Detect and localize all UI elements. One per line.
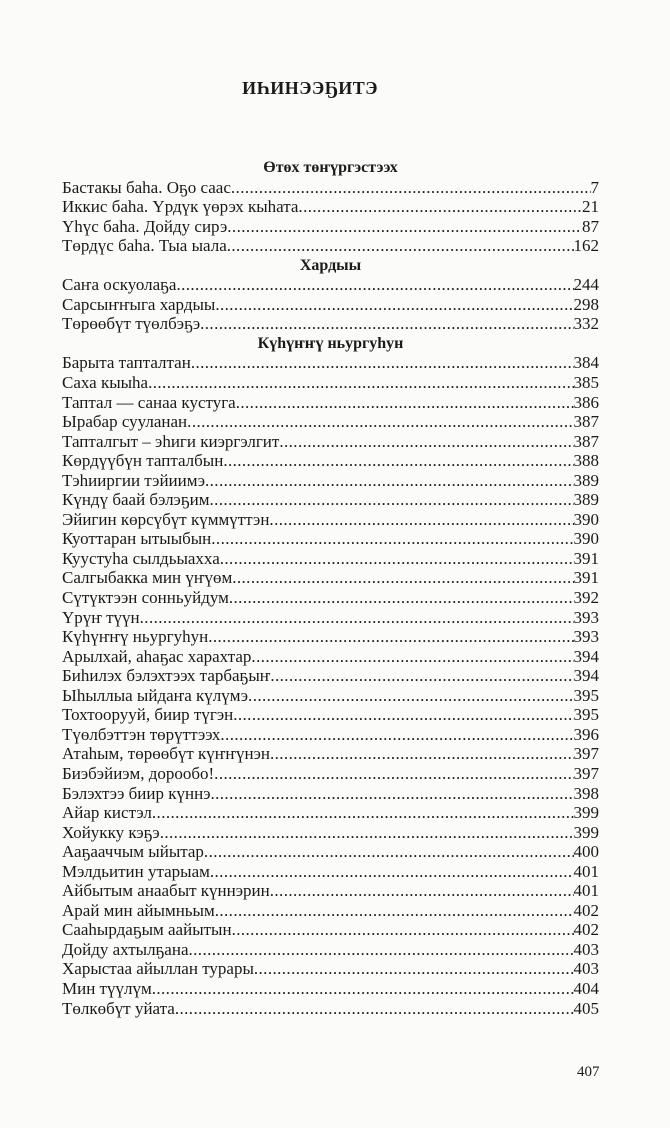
- entry-title: Саҥа оскуолаҕа: [62, 275, 177, 295]
- entry-title: Тэһииргии тэйиимэ: [62, 470, 205, 490]
- entry-title: Төрөөбүт түөлбэҕэ: [62, 314, 201, 334]
- entry-page: 402: [573, 900, 599, 920]
- entry-page: 389: [573, 490, 599, 510]
- entry-page: 395: [573, 705, 599, 725]
- toc-entry: [62, 784, 599, 804]
- dot-leader: [215, 901, 574, 921]
- toc-entry: [62, 705, 599, 725]
- entry-page: 388: [573, 451, 599, 471]
- toc-entry: [62, 901, 599, 921]
- dot-leader: [220, 725, 573, 745]
- table-of-contents: [62, 158, 599, 1018]
- entry-page: 390: [573, 509, 599, 529]
- toc-entry: [62, 940, 599, 960]
- toc-entry: [62, 823, 599, 843]
- entry-title: Куоттаран ытыыбын: [62, 529, 212, 549]
- toc-entry: [62, 217, 599, 237]
- toc-entry: [62, 686, 599, 706]
- section-heading: Өтөх төҥүргэстээх: [263, 159, 398, 176]
- entry-title: Тохтоорууй, биир түгэн: [62, 705, 234, 725]
- dot-leader: [191, 353, 574, 373]
- toc-entry: [62, 412, 599, 432]
- entry-title: Куустуһа сылдьыахха: [62, 548, 220, 568]
- dot-leader: [210, 862, 574, 882]
- entry-title: Сарсыҥҥыга хардыы: [62, 294, 216, 314]
- entry-title: Барыта тапталтан: [62, 353, 191, 373]
- entry-page: 385: [573, 373, 599, 393]
- dot-leader: [227, 236, 574, 256]
- entry-page: 399: [573, 803, 599, 823]
- entry-page: 401: [573, 861, 599, 881]
- toc-entry: [62, 295, 599, 315]
- dot-leader: [209, 490, 573, 510]
- dot-leader: [298, 197, 582, 217]
- entry-title: Сүтүктээн сонньуйдум: [62, 588, 229, 608]
- entry-title: Арылхай, аһаҕас харахтар: [62, 646, 252, 666]
- toc-entry: [62, 627, 599, 647]
- toc-entry: [62, 432, 599, 452]
- entry-title: Биэбэйиэм, дорообо!: [62, 763, 215, 783]
- toc-entry: [62, 471, 599, 491]
- entry-title: Ырабар сууланан: [62, 412, 188, 432]
- section-heading: Күһүҥҥү ньургуһун: [257, 334, 404, 352]
- entry-page: 387: [573, 412, 599, 432]
- entry-page: 395: [573, 685, 599, 705]
- entry-title: Таптал — санаа кустуга: [62, 392, 236, 412]
- entry-page: 402: [573, 920, 599, 940]
- toc-entry: [62, 451, 599, 471]
- entry-page: 397: [573, 744, 599, 764]
- entry-page: 394: [573, 646, 599, 666]
- toc-entry: [62, 999, 599, 1019]
- dot-leader: [270, 666, 573, 686]
- entry-title: Айбытым анаабыт күннэрин: [62, 881, 270, 901]
- dot-leader: [233, 705, 573, 725]
- dot-leader: [270, 744, 574, 764]
- page-number: 407: [577, 1064, 600, 1080]
- entry-page: 398: [573, 783, 599, 803]
- entry-title: Төлкөбүт уйата: [62, 998, 175, 1018]
- entry-page: 87: [582, 216, 599, 236]
- dot-leader: [214, 764, 573, 784]
- dot-leader: [223, 451, 573, 471]
- toc-entry: [62, 666, 599, 686]
- entry-title: Атаһым, төрөөбүт күҥҥүнэн: [62, 744, 270, 764]
- entry-title: Арай мин айымньым: [62, 900, 215, 920]
- entry-title: Сааһырдаҕым аайытын: [62, 920, 232, 940]
- dot-leader: [140, 608, 574, 628]
- toc-entry: [62, 197, 599, 217]
- dot-leader: [208, 627, 573, 647]
- toc-entry: [62, 314, 599, 334]
- dot-leader: [211, 529, 573, 549]
- toc-entry: [62, 608, 599, 628]
- toc-entry: [62, 549, 599, 569]
- entry-page: 400: [573, 842, 599, 862]
- toc-entry: [62, 842, 599, 862]
- entry-title: Биһилэх бэлэхтээх тарбаҕыҥ: [62, 666, 271, 686]
- dot-leader: [254, 959, 574, 979]
- entry-page: 393: [573, 627, 599, 647]
- entry-title: Бастакы баһа. Оҕо саас: [62, 177, 231, 197]
- dot-leader: [152, 979, 574, 999]
- entry-title: Мэлдьитин утарыам: [62, 861, 210, 881]
- dot-leader: [215, 295, 573, 315]
- entry-page: 387: [573, 431, 599, 451]
- page-title: ИҺИНЭЭҔИТЭ: [242, 78, 378, 98]
- dot-leader: [248, 686, 573, 706]
- toc-entry: [62, 275, 599, 295]
- dot-leader: [205, 471, 574, 491]
- entry-page: 401: [573, 881, 599, 901]
- entry-title: Үрүҥ түүн: [62, 607, 140, 627]
- entry-page: 397: [573, 763, 599, 783]
- dot-leader: [251, 647, 573, 667]
- entry-page: 403: [573, 959, 599, 979]
- toc-entry: [62, 510, 599, 530]
- dot-leader: [148, 373, 573, 393]
- entry-page: 7: [590, 177, 599, 197]
- dot-leader: [175, 999, 574, 1019]
- entry-page: 391: [573, 548, 599, 568]
- entry-page: 390: [573, 529, 599, 549]
- entry-title: Иккис баһа. Үрдүк үөрэх кыһата: [62, 197, 299, 217]
- toc-entry: [62, 490, 599, 510]
- entry-title: Ыһыллыа ыйдаҥа күлүмэ: [62, 685, 249, 705]
- toc-entry: [62, 393, 599, 413]
- dot-leader: [204, 842, 574, 862]
- toc-entry: [62, 568, 599, 588]
- entry-page: 162: [573, 236, 599, 256]
- dot-leader: [200, 314, 573, 334]
- dot-leader: [231, 178, 591, 198]
- entry-title: Ааҕааччым ыйытар: [62, 842, 204, 862]
- entry-title: Төрдүс баһа. Тыа ыала: [62, 236, 227, 256]
- entry-page: 403: [573, 939, 599, 959]
- toc-entry: [62, 803, 599, 823]
- entry-title: Көрдүүбүн тапталбын: [62, 451, 224, 471]
- entry-page: 21: [582, 197, 599, 217]
- entry-page: 404: [573, 978, 599, 998]
- entry-title: Тапталгыт – эһиги киэргэлгит: [62, 431, 280, 451]
- toc-entry: [62, 236, 599, 256]
- dot-leader: [227, 217, 582, 237]
- entry-page: 298: [573, 294, 599, 314]
- entry-page: 384: [573, 353, 599, 373]
- toc-entry: [62, 920, 599, 940]
- section-heading: Хардыы: [299, 256, 362, 274]
- entry-title: Салгыбакка мин үҥүөм: [62, 568, 233, 588]
- toc-entry: [62, 647, 599, 667]
- toc-entry: [62, 353, 599, 373]
- entry-page: 396: [573, 724, 599, 744]
- dot-leader: [229, 588, 574, 608]
- toc-entry: [62, 862, 599, 882]
- toc-entry: [62, 588, 599, 608]
- entry-page: 405: [573, 998, 599, 1018]
- entry-title: Айар кистэл: [62, 803, 152, 823]
- toc-entry: [62, 764, 599, 784]
- entry-title: Күһүҥҥү ньургуһун: [62, 627, 209, 647]
- toc-entry: [62, 979, 599, 999]
- dot-leader: [189, 940, 574, 960]
- dot-leader: [220, 549, 574, 569]
- toc-entry: [62, 959, 599, 979]
- entry-title: Дойду ахтылҕана: [62, 939, 189, 959]
- entry-title: Хойукку кэҕэ: [62, 822, 160, 842]
- entry-page: 392: [573, 588, 599, 608]
- entry-page: 391: [573, 568, 599, 588]
- entry-page: 389: [573, 470, 599, 490]
- entry-page: 393: [573, 607, 599, 627]
- entry-title: Харыстаа айыллан турары: [62, 959, 254, 979]
- entry-page: 386: [573, 392, 599, 412]
- entry-page: 399: [573, 822, 599, 842]
- dot-leader: [152, 803, 574, 823]
- toc-entry: [62, 744, 599, 764]
- entry-page: 332: [573, 314, 599, 334]
- entry-title: Күндү баай бэлэҕим: [62, 490, 210, 510]
- toc-entry: [62, 725, 599, 745]
- dot-leader: [210, 784, 573, 804]
- dot-leader: [269, 510, 573, 530]
- dot-leader: [279, 432, 573, 452]
- dot-leader: [232, 920, 574, 940]
- entry-title: Бэлэхтээ биир күннэ: [62, 783, 211, 803]
- entry-title: Мин түүлүм: [62, 978, 152, 998]
- dot-leader: [160, 823, 574, 843]
- entry-title: Эйигин көрсүбүт күммүттэн: [62, 509, 270, 529]
- entry-page: 244: [573, 275, 599, 295]
- dot-leader: [236, 393, 574, 413]
- dot-leader: [270, 881, 574, 901]
- dot-leader: [187, 412, 573, 432]
- toc-entry: [62, 178, 599, 198]
- dot-leader: [176, 275, 573, 295]
- entry-page: 394: [573, 666, 599, 686]
- entry-title: Саха кыыһа: [62, 373, 149, 393]
- toc-entry: [62, 881, 599, 901]
- entry-title: Түөлбэттэн төрүттээх: [62, 724, 221, 744]
- entry-title: Үһүс баһа. Дойду сирэ: [62, 216, 228, 236]
- dot-leader: [232, 568, 573, 588]
- toc-entry: [62, 373, 599, 393]
- toc-entry: [62, 529, 599, 549]
